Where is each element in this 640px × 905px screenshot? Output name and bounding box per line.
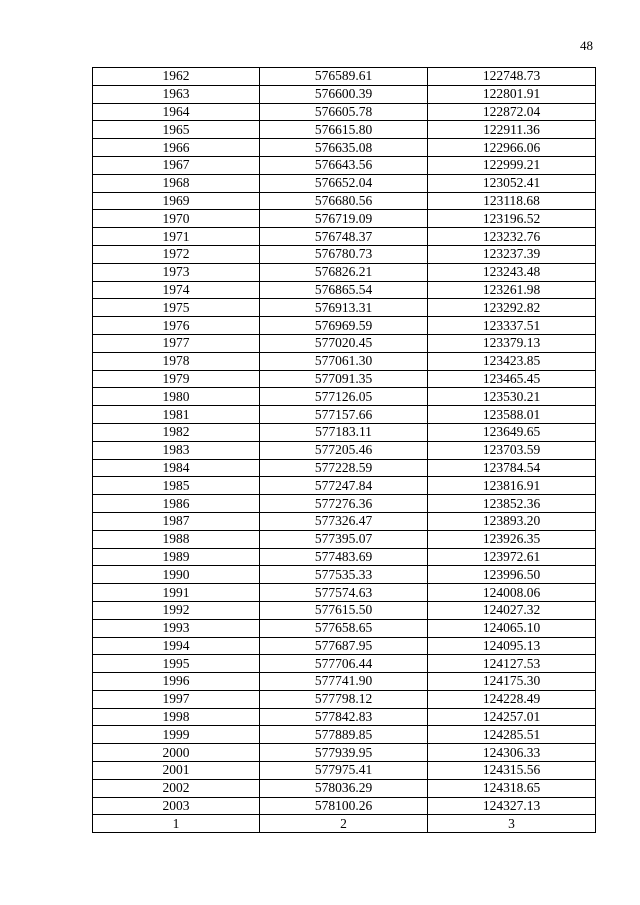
year-cell: 1978: [93, 352, 260, 370]
table-row: [93, 139, 596, 157]
table-row: [93, 68, 596, 86]
year-cell: 1971: [93, 228, 260, 246]
value-b-cell: 124228.49: [428, 690, 596, 708]
table-row: [93, 192, 596, 210]
year-cell: 1996: [93, 673, 260, 691]
table-row: [93, 584, 596, 602]
value-a-cell: 577276.36: [260, 495, 428, 513]
value-a-cell: 576600.39: [260, 85, 428, 103]
value-a-cell: 577395.07: [260, 530, 428, 548]
year-cell: 1979: [93, 370, 260, 388]
value-b-cell: 122801.91: [428, 85, 596, 103]
value-a-cell: 577741.90: [260, 673, 428, 691]
value-a-cell: 577535.33: [260, 566, 428, 584]
year-cell: 1964: [93, 103, 260, 121]
year-cell: 1963: [93, 85, 260, 103]
value-a-cell: 578036.29: [260, 779, 428, 797]
year-cell: 1997: [93, 690, 260, 708]
value-b-cell: 123703.59: [428, 441, 596, 459]
table-row: [93, 566, 596, 584]
value-a-cell: 577975.41: [260, 762, 428, 780]
year-cell: 1968: [93, 174, 260, 192]
value-a-cell: 578100.26: [260, 797, 428, 815]
year-cell: 1990: [93, 566, 260, 584]
value-a-cell: 576605.78: [260, 103, 428, 121]
year-cell: 1991: [93, 584, 260, 602]
year-cell: 1988: [93, 530, 260, 548]
year-cell: 1976: [93, 317, 260, 335]
year-cell: 1969: [93, 192, 260, 210]
value-b-cell: 124065.10: [428, 619, 596, 637]
value-b-cell: 122872.04: [428, 103, 596, 121]
table-row: [93, 281, 596, 299]
value-a-cell: 576635.08: [260, 139, 428, 157]
value-a-cell: 577687.95: [260, 637, 428, 655]
value-a-cell: 577615.50: [260, 601, 428, 619]
column-number-row: [93, 815, 596, 833]
value-a-cell: 576748.37: [260, 228, 428, 246]
data-table: [92, 67, 596, 833]
value-a-cell: 576865.54: [260, 281, 428, 299]
year-cell: 1993: [93, 619, 260, 637]
value-b-cell: 123588.01: [428, 406, 596, 424]
year-cell: 2003: [93, 797, 260, 815]
value-a-cell: 577205.46: [260, 441, 428, 459]
value-b-cell: 123052.41: [428, 174, 596, 192]
year-cell: 1962: [93, 68, 260, 86]
value-a-cell: 576615.80: [260, 121, 428, 139]
value-b-cell: 124327.13: [428, 797, 596, 815]
value-b-cell: 123465.45: [428, 370, 596, 388]
value-b-cell: 124306.33: [428, 744, 596, 762]
table-row: [93, 548, 596, 566]
column-number-cell: 1: [93, 815, 260, 833]
value-a-cell: 576719.09: [260, 210, 428, 228]
year-cell: 1977: [93, 334, 260, 352]
value-b-cell: 123972.61: [428, 548, 596, 566]
table-row: [93, 601, 596, 619]
table-row: [93, 441, 596, 459]
value-b-cell: 124285.51: [428, 726, 596, 744]
value-b-cell: 123816.91: [428, 477, 596, 495]
value-b-cell: 123893.20: [428, 512, 596, 530]
table-row: [93, 637, 596, 655]
value-b-cell: 122999.21: [428, 156, 596, 174]
year-cell: 1992: [93, 601, 260, 619]
year-cell: 1965: [93, 121, 260, 139]
table-row: [93, 156, 596, 174]
page-number: 48: [580, 38, 593, 53]
column-number-cell: 3: [428, 815, 596, 833]
table-row: [93, 762, 596, 780]
value-a-cell: 577889.85: [260, 726, 428, 744]
column-number-cell: 2: [260, 815, 428, 833]
year-cell: 1994: [93, 637, 260, 655]
year-cell: 1975: [93, 299, 260, 317]
year-cell: 2002: [93, 779, 260, 797]
table-row: [93, 423, 596, 441]
value-b-cell: 123237.39: [428, 245, 596, 263]
table-row: [93, 477, 596, 495]
table-row: [93, 797, 596, 815]
value-b-cell: 124008.06: [428, 584, 596, 602]
value-a-cell: 577658.65: [260, 619, 428, 637]
year-cell: 1967: [93, 156, 260, 174]
value-a-cell: 577183.11: [260, 423, 428, 441]
value-b-cell: 123784.54: [428, 459, 596, 477]
table-row: [93, 530, 596, 548]
year-cell: 1995: [93, 655, 260, 673]
value-b-cell: 123337.51: [428, 317, 596, 335]
table-row: [93, 352, 596, 370]
value-b-cell: 124175.30: [428, 673, 596, 691]
value-a-cell: 577842.83: [260, 708, 428, 726]
table-row: [93, 726, 596, 744]
year-cell: 1982: [93, 423, 260, 441]
table-row: [93, 121, 596, 139]
value-a-cell: 577126.05: [260, 388, 428, 406]
value-b-cell: 123243.48: [428, 263, 596, 281]
value-a-cell: 576589.61: [260, 68, 428, 86]
year-cell: 1966: [93, 139, 260, 157]
value-a-cell: 577228.59: [260, 459, 428, 477]
year-cell: 1985: [93, 477, 260, 495]
value-b-cell: 123423.85: [428, 352, 596, 370]
table-row: [93, 210, 596, 228]
value-b-cell: 122966.06: [428, 139, 596, 157]
table-row: [93, 388, 596, 406]
value-b-cell: 122748.73: [428, 68, 596, 86]
value-a-cell: 576913.31: [260, 299, 428, 317]
value-b-cell: 123530.21: [428, 388, 596, 406]
value-a-cell: 576780.73: [260, 245, 428, 263]
table-row: [93, 708, 596, 726]
value-a-cell: 577483.69: [260, 548, 428, 566]
value-a-cell: 577939.95: [260, 744, 428, 762]
year-cell: 1998: [93, 708, 260, 726]
value-a-cell: 577706.44: [260, 655, 428, 673]
value-b-cell: 123852.36: [428, 495, 596, 513]
value-b-cell: 124127.53: [428, 655, 596, 673]
year-cell: 2000: [93, 744, 260, 762]
value-b-cell: 123649.65: [428, 423, 596, 441]
value-b-cell: 122911.36: [428, 121, 596, 139]
year-cell: 1989: [93, 548, 260, 566]
value-b-cell: 124095.13: [428, 637, 596, 655]
value-b-cell: 123926.35: [428, 530, 596, 548]
value-b-cell: 123379.13: [428, 334, 596, 352]
year-cell: 1986: [93, 495, 260, 513]
year-cell: 1980: [93, 388, 260, 406]
table-row: [93, 673, 596, 691]
table-row: [93, 512, 596, 530]
value-b-cell: 123292.82: [428, 299, 596, 317]
value-b-cell: 123196.52: [428, 210, 596, 228]
year-cell: 1984: [93, 459, 260, 477]
value-b-cell: 123118.68: [428, 192, 596, 210]
value-a-cell: 576643.56: [260, 156, 428, 174]
value-b-cell: 124315.56: [428, 762, 596, 780]
value-a-cell: 576969.59: [260, 317, 428, 335]
table-row: [93, 370, 596, 388]
value-a-cell: 577574.63: [260, 584, 428, 602]
value-a-cell: 577798.12: [260, 690, 428, 708]
value-b-cell: 123261.98: [428, 281, 596, 299]
value-a-cell: 577326.47: [260, 512, 428, 530]
table-row: [93, 174, 596, 192]
value-a-cell: 577061.30: [260, 352, 428, 370]
table-row: [93, 85, 596, 103]
table-body: [93, 68, 596, 833]
table-row: [93, 744, 596, 762]
year-cell: 1981: [93, 406, 260, 424]
value-a-cell: 577157.66: [260, 406, 428, 424]
table-row: [93, 317, 596, 335]
year-cell: 1987: [93, 512, 260, 530]
value-a-cell: 577091.35: [260, 370, 428, 388]
table-row: [93, 334, 596, 352]
year-cell: 1974: [93, 281, 260, 299]
year-cell: 1970: [93, 210, 260, 228]
value-b-cell: 123996.50: [428, 566, 596, 584]
table-row: [93, 655, 596, 673]
value-b-cell: 124257.01: [428, 708, 596, 726]
table-row: [93, 406, 596, 424]
value-a-cell: 576826.21: [260, 263, 428, 281]
table-row: [93, 459, 596, 477]
value-a-cell: 576652.04: [260, 174, 428, 192]
value-a-cell: 576680.56: [260, 192, 428, 210]
table-row: [93, 245, 596, 263]
year-cell: 1999: [93, 726, 260, 744]
table-row: [93, 263, 596, 281]
value-a-cell: 577020.45: [260, 334, 428, 352]
value-b-cell: 124318.65: [428, 779, 596, 797]
year-cell: 1972: [93, 245, 260, 263]
value-b-cell: 123232.76: [428, 228, 596, 246]
year-cell: 1973: [93, 263, 260, 281]
year-cell: 1983: [93, 441, 260, 459]
table-row: [93, 299, 596, 317]
table-row: [93, 690, 596, 708]
value-a-cell: 577247.84: [260, 477, 428, 495]
table-row: [93, 228, 596, 246]
table-row: [93, 103, 596, 121]
table-row: [93, 779, 596, 797]
year-cell: 2001: [93, 762, 260, 780]
value-b-cell: 124027.32: [428, 601, 596, 619]
table-row: [93, 619, 596, 637]
table-row: [93, 495, 596, 513]
